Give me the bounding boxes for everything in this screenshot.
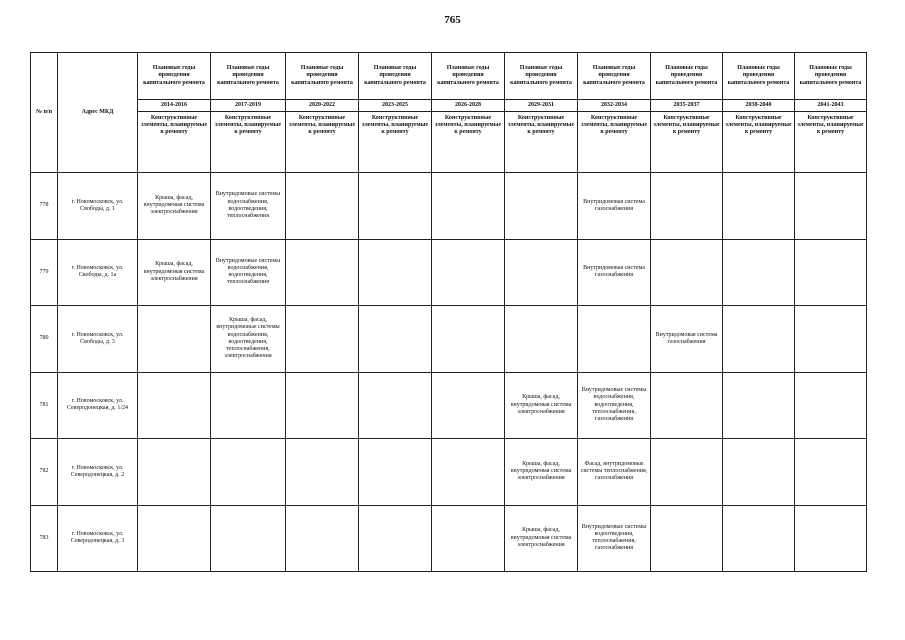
repair-elements-cell xyxy=(578,306,651,373)
repair-elements-cell xyxy=(359,372,432,439)
repair-elements-cell xyxy=(138,439,211,506)
table-row xyxy=(31,439,867,506)
table-row xyxy=(31,173,867,240)
table-body xyxy=(31,173,867,572)
repair-elements-cell xyxy=(359,306,432,373)
repair-elements-cell: Внутридомовая система газоснабжения xyxy=(651,306,723,373)
repair-elements-cell xyxy=(432,505,505,572)
period-title: Плановые годы проведения капитального ремонта xyxy=(359,53,432,100)
repair-elements-cell xyxy=(723,439,795,506)
table-row xyxy=(31,505,867,572)
row-address: г. Новомосковск, ул. Северодонецкая, д. 1/24 xyxy=(58,372,138,439)
repair-elements-cell xyxy=(432,173,505,240)
repair-elements-cell xyxy=(651,505,723,572)
repair-elements-cell xyxy=(651,372,723,439)
repair-elements-cell xyxy=(359,505,432,572)
repair-elements-cell xyxy=(723,306,795,373)
period-title: Плановые годы проведения капитального ремонта xyxy=(578,53,651,100)
period-years: 2032-2034 xyxy=(578,100,651,112)
period-years: 2035-2037 xyxy=(651,100,723,112)
capital-repair-table xyxy=(30,52,867,572)
repair-elements-cell xyxy=(138,306,211,373)
repair-elements-cell: Внутридомовые системы водоснабжения, водоотведения, теплоснабжения, газоснабжения xyxy=(578,372,651,439)
row-number: 778 xyxy=(31,173,58,240)
repair-elements-cell: Внутридомовая система газоснабжения xyxy=(578,239,651,306)
repair-elements-cell xyxy=(432,239,505,306)
table-row xyxy=(31,372,867,439)
repair-elements-cell: Внутридомовые системы водоснабжения, водоотведения, теплоснабжения xyxy=(211,239,286,306)
elements-label: Конструктивные элементы, планируемые к ремонту xyxy=(505,112,578,173)
repair-elements-cell xyxy=(795,306,867,373)
repair-elements-cell xyxy=(795,173,867,240)
table-row xyxy=(31,239,867,306)
repair-elements-cell xyxy=(359,173,432,240)
row-number: 783 xyxy=(31,505,58,572)
repair-elements-cell xyxy=(286,505,359,572)
row-address: г. Новомосковск, ул. Свободы, д. 3 xyxy=(58,306,138,373)
repair-elements-cell xyxy=(505,239,578,306)
repair-elements-cell: Внутридомовые системы водоотведения, теплоснабжения, газоснабжения xyxy=(578,505,651,572)
repair-elements-cell xyxy=(286,439,359,506)
repair-elements-cell xyxy=(138,372,211,439)
period-years: 2026-2028 xyxy=(432,100,505,112)
period-title: Плановые годы проведения капитального ремонта xyxy=(138,53,211,100)
repair-elements-cell xyxy=(505,173,578,240)
repair-elements-cell xyxy=(211,439,286,506)
period-title: Плановые годы проведения капитального ремонта xyxy=(723,53,795,100)
repair-elements-cell xyxy=(795,239,867,306)
repair-elements-cell: Крыша, фасад, внутридомовая система электроснабжения xyxy=(505,505,578,572)
period-title: Плановые годы проведения капитального ремонта xyxy=(505,53,578,100)
repair-elements-cell: Крыша, фасад, внутридомовая система электроснабжения xyxy=(505,439,578,506)
repair-elements-cell xyxy=(723,239,795,306)
repair-elements-cell xyxy=(505,306,578,373)
elements-label: Конструктивные элементы, планируемые к ремонту xyxy=(286,112,359,173)
repair-elements-cell xyxy=(651,439,723,506)
repair-elements-cell xyxy=(359,239,432,306)
repair-elements-cell xyxy=(286,239,359,306)
row-address: г. Новомосковск, ул. Свободы, д. 1а xyxy=(58,239,138,306)
table-row xyxy=(31,306,867,373)
repair-elements-cell xyxy=(723,372,795,439)
capital-repair-table-wrapper xyxy=(30,52,866,572)
repair-elements-cell: Крыша, фасад, внутридомовые системы водоснабжения, водоотведения, теплоснабжения, электроснабжения xyxy=(211,306,286,373)
repair-elements-cell: Внутридомовые системы водоснабжения, водоотведения, теплоснабжения xyxy=(211,173,286,240)
row-number: 781 xyxy=(31,372,58,439)
elements-label: Конструктивные элементы, планируемые к ремонту xyxy=(723,112,795,173)
table-header xyxy=(31,53,867,173)
repair-elements-cell xyxy=(651,239,723,306)
header-address: Адрес МКД xyxy=(58,53,138,173)
repair-elements-cell xyxy=(795,372,867,439)
repair-elements-cell xyxy=(286,306,359,373)
period-years: 2017-2019 xyxy=(211,100,286,112)
page-number: 765 xyxy=(444,14,461,26)
period-years: 2041-2043 xyxy=(795,100,867,112)
repair-elements-cell: Крыша, фасад, внутридомовая система электроснабжения xyxy=(138,173,211,240)
repair-elements-cell xyxy=(795,439,867,506)
period-title: Плановые годы проведения капитального ремонта xyxy=(795,53,867,100)
period-years: 2023-2025 xyxy=(359,100,432,112)
repair-elements-cell xyxy=(723,505,795,572)
elements-label: Конструктивные элементы, планируемые к ремонту xyxy=(432,112,505,173)
row-number: 779 xyxy=(31,239,58,306)
repair-elements-cell xyxy=(359,439,432,506)
elements-label: Конструктивные элементы, планируемые к ремонту xyxy=(211,112,286,173)
period-title: Плановые годы проведения капитального ремонта xyxy=(432,53,505,100)
repair-elements-cell: Крыша, фасад, внутридомовая система электроснабжения xyxy=(138,239,211,306)
row-address: г. Новомосковск, ул. Северодонецкая, д. 2 xyxy=(58,439,138,506)
period-years: 2020-2022 xyxy=(286,100,359,112)
repair-elements-cell xyxy=(286,372,359,439)
row-number: 780 xyxy=(31,306,58,373)
row-address: г. Новомосковск, ул. Северодонецкая, д. 3 xyxy=(58,505,138,572)
period-years: 2014-2016 xyxy=(138,100,211,112)
repair-elements-cell: Внутридомовая система газоснабжения xyxy=(578,173,651,240)
period-title: Плановые годы проведения капитального ремонта xyxy=(211,53,286,100)
row-address: г. Новомосковск, ул. Свободы, д. 1 xyxy=(58,173,138,240)
header-num: № п/п xyxy=(31,53,58,173)
repair-elements-cell xyxy=(432,306,505,373)
repair-elements-cell: Фасад, внутридомовые системы теплоснабжения, газоснабжения xyxy=(578,439,651,506)
elements-label: Конструктивные элементы, планируемые к ремонту xyxy=(359,112,432,173)
elements-label: Конструктивные элементы, планируемые к ремонту xyxy=(578,112,651,173)
elements-label: Конструктивные элементы, планируемые к ремонту xyxy=(138,112,211,173)
elements-label: Конструктивные элементы, планируемые к ремонту xyxy=(795,112,867,173)
repair-elements-cell xyxy=(795,505,867,572)
period-title: Плановые годы проведения капитального ремонта xyxy=(651,53,723,100)
repair-elements-cell xyxy=(651,173,723,240)
elements-label: Конструктивные элементы, планируемые к ремонту xyxy=(651,112,723,173)
period-years: 2029-2031 xyxy=(505,100,578,112)
repair-elements-cell xyxy=(286,173,359,240)
repair-elements-cell xyxy=(432,372,505,439)
period-title: Плановые годы проведения капитального ремонта xyxy=(286,53,359,100)
repair-elements-cell xyxy=(211,505,286,572)
row-number: 782 xyxy=(31,439,58,506)
repair-elements-cell: Крыша, фасад, внутридомовая система электроснабжения xyxy=(505,372,578,439)
repair-elements-cell xyxy=(138,505,211,572)
repair-elements-cell xyxy=(723,173,795,240)
period-years: 2038-2040 xyxy=(723,100,795,112)
repair-elements-cell xyxy=(211,372,286,439)
repair-elements-cell xyxy=(432,439,505,506)
